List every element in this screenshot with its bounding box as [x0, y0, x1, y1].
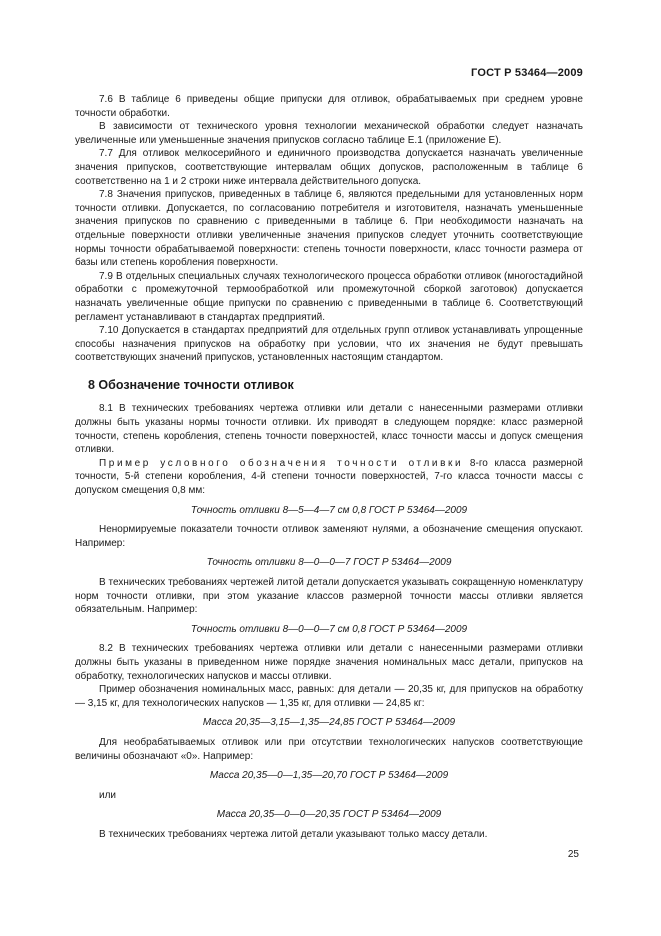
paragraph-8-2: 8.2 В технических требованиях чертежа отливки или детали с нанесенными размерами отливки должны быть указаны в приведенном ниже порядке значения номинальных масс детали, припусков на обработку, технологических напусков и массы отливки. [75, 643, 583, 682]
paragraph-or: или [99, 789, 117, 801]
formula-mass-2: Масса 20,35—0—1,35—20,70 ГОСТ Р 53464—2009 [209, 770, 449, 782]
formula-accuracy-1: Точность отливки 8—5—4—7 см 0,8 ГОСТ Р 53464—2009 [190, 504, 468, 516]
section-8-heading: 8 Обозначение точности отливок [88, 377, 294, 392]
paragraph-last: В технических требованиях чертежа литой детали указывают только массу детали. [99, 828, 488, 840]
page-number: 25 [567, 849, 579, 860]
example-text: 8-го класса размерной точности, 5-й степени коробления, 4-й степени точности поверхностей, 7-го класса точности массы с допуском смещения 0,8 мм: [75, 457, 583, 497]
formula-accuracy-2: Точность отливки 8—0—0—7 ГОСТ Р 53464—2009 [206, 557, 452, 569]
paragraph-7-9: 7.9 В отдельных специальных случаях технологического процесса обработки отливок (многостадийной обработки с промежуточной термообработкой или промежуточной сборкой заготовок) допускается назначать увеличенные общие припуски по сравнению с приведенными в таблице 6. Соответствующий регламент устанавливают в стандартах предприятий. [75, 270, 583, 323]
example-spaced-label: Пример условного обозначения точности отливки [99, 457, 464, 469]
formula-mass-1: Масса 20,35—3,15—1,35—24,85 ГОСТ Р 53464—2009 [202, 717, 456, 729]
paragraph-8-2-example: Пример обозначения номинальных масс, равных: для детали — 20,35 кг, для припусков на обработку — 3,15 кг, для технологических напусков — 1,35 кг, для отливки — 24,85 кг: [75, 684, 583, 709]
document-header-title: ГОСТ Р 53464—2009 [471, 67, 583, 79]
paragraph-7-6-continued: В зависимости от технического уровня технологии механической обработки следует назначать увеличенные или уменьшенные значения припусков согласно таблице Е.1 (приложение Е). [75, 121, 583, 146]
paragraph-8-1: 8.1 В технических требованиях чертежа отливки или детали с нанесенными размерами отливки должны быть указаны нормы точности отливки. Их приводят в следующем порядке: класс размерной точности, степень коробления, степень точности поверхностей, класс точности массы и допуск смещения отливки. [75, 403, 583, 456]
paragraph-unmachined: Для необрабатываемых отливок или при отсутствии технологических напусков соответствующие величины обозначают «0». Например: [75, 736, 583, 762]
paragraph-7-7: 7.7 Для отливок мелкосерийного и единичного производства допускается назначать увеличенные значения припусков, соответствующие интервалам общих допусков, расположенным в таблице 6 соответственно на 1 и 2 строки ниже интервала действительного допуска. [75, 148, 583, 187]
formula-accuracy-3: Точность отливки 8—0—0—7 см 0,8 ГОСТ Р 53464—2009 [190, 623, 468, 635]
document-body [75, 93, 583, 842]
paragraph-cast-part: В технических требованиях чертежей литой детали допускается указывать сокращенную номенклатуру норм точности отливки, при этом указание классов размерной точности массы отливки является обязательным. Например: [75, 577, 583, 616]
paragraph-8-1-example [75, 457, 583, 498]
paragraph-zero-values: Ненормируемые показатели точности отливок заменяют нулями, а обозначение смещения опускают. Например: [75, 524, 583, 549]
paragraph-7-6: 7.6 В таблице 6 приведены общие припуски для отливок, обрабатываемых при среднем уровне точности обработки. [75, 94, 583, 119]
paragraph-7-10: 7.10 Допускается в стандартах предприятий для отдельных групп отливок устанавливать упрощенные способы назначения припусков на обработку при условии, что их значения не будут превышать соответствующих значений припусков, установленных настоящим стандартом. [75, 325, 583, 364]
paragraph-7-8: 7.8 Значения припусков, приведенных в таблице 6, являются предельными для установленных норм точности отливки. Допускается, по согласованию потребителя и изготовителя, назначать уменьшенные значения припусков по сравнению с приведенными в таблице 6. При необходимости назначать на отдельные поверхности отливки увеличенные значения припусков следует уточнить соответствующие нормы точности обрабатываемой поверхности: степень точности поверхности, класс точности размера от базы или степень коробления поверхности. [75, 189, 583, 269]
formula-mass-3: Масса 20,35—0—0—20,35 ГОСТ Р 53464—2009 [216, 809, 442, 821]
